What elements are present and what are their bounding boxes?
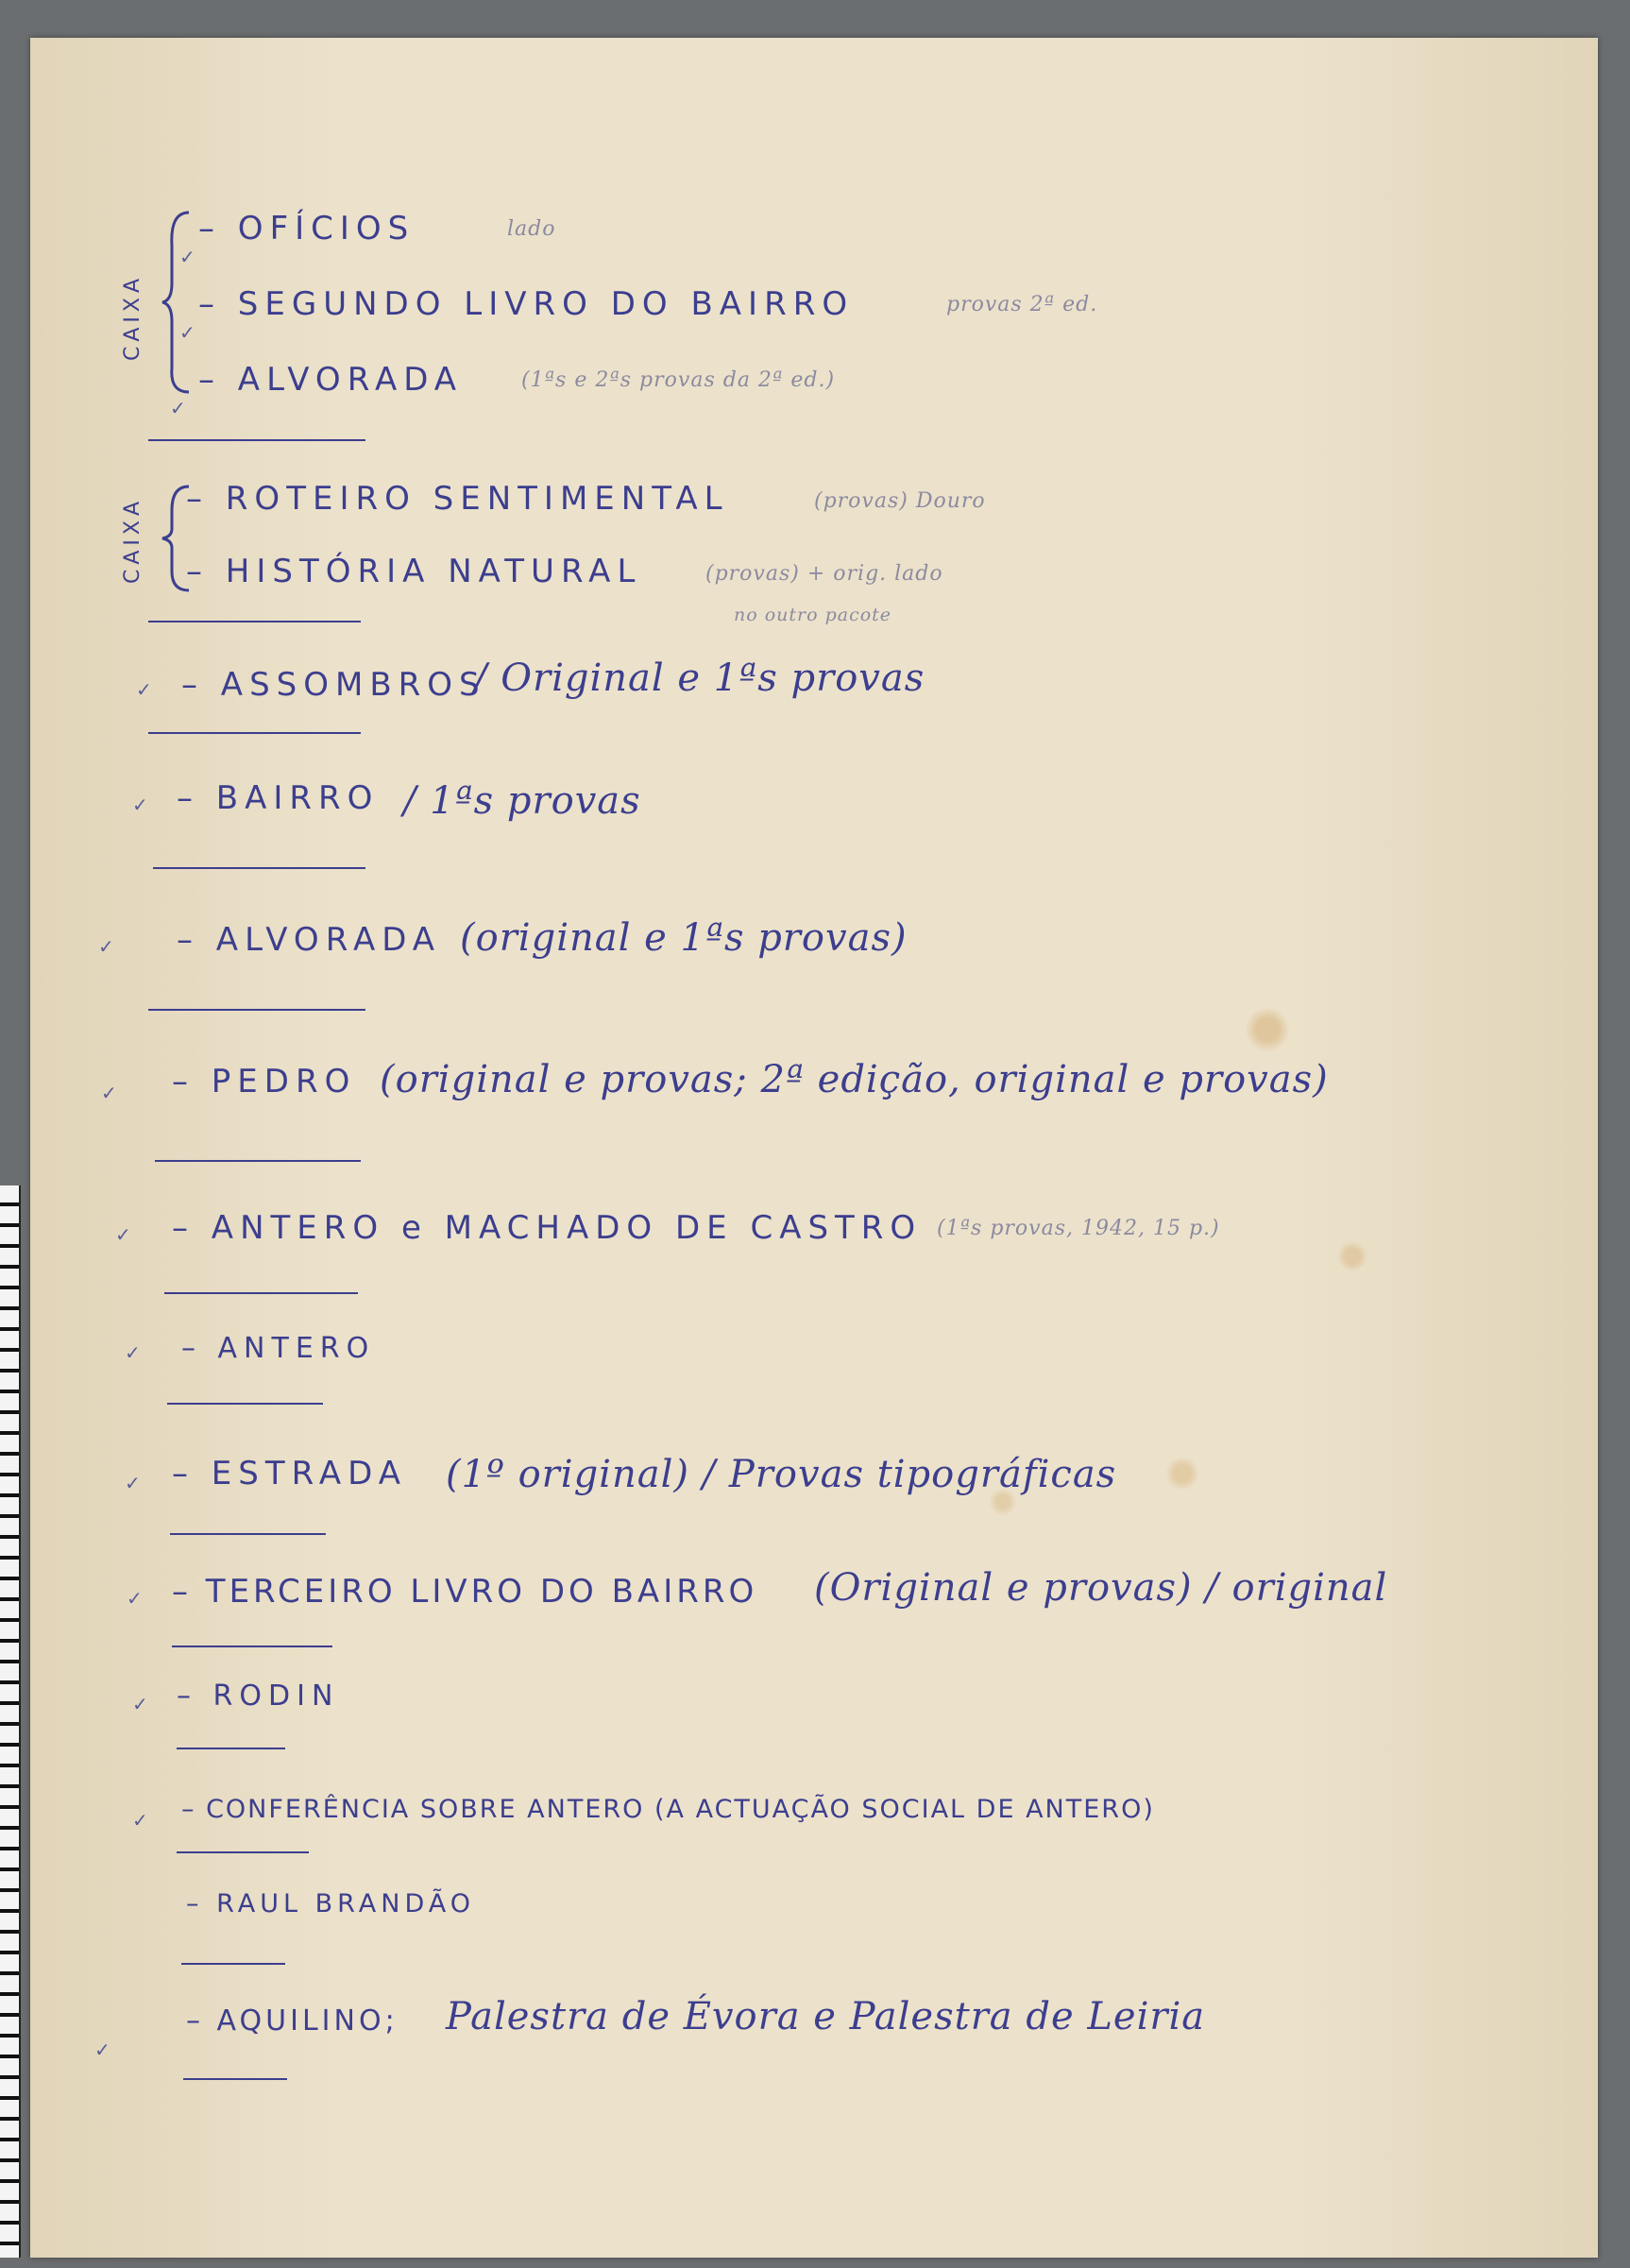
brace-1 — [161, 208, 198, 397]
entry-alvorada-detail: (original e 1ªs provas) — [460, 916, 908, 960]
scale-ruler — [0, 1185, 21, 2258]
entry-antero-machado-title: – ANTERO e MACHADO DE CASTRO — [172, 1209, 923, 1247]
check-mark-icon: ✓ — [94, 2038, 110, 2061]
note-roteiro: (provas) Douro — [814, 489, 986, 513]
check-mark-icon: ✓ — [179, 246, 195, 268]
separator-rule — [148, 439, 365, 441]
note-historia-natural: (provas) + orig. lado — [705, 562, 943, 586]
check-mark-icon: ✓ — [98, 935, 114, 958]
separator-rule — [170, 1533, 326, 1535]
entry-aquilino-title: – AQUILINO; — [186, 2004, 399, 2038]
note-oficios: lado — [507, 217, 556, 241]
check-mark-icon: ✓ — [132, 1809, 148, 1832]
note-alvorada-1: (1ªs e 2ªs provas da 2ª ed.) — [521, 368, 836, 392]
separator-rule — [177, 1851, 309, 1853]
box-label-1: CAIXA — [121, 273, 144, 361]
check-mark-icon: ✓ — [115, 1223, 131, 1246]
entry-assombros-title: – ASSOMBROS — [181, 666, 486, 704]
check-mark-icon: ✓ — [101, 1082, 117, 1104]
check-mark-icon: ✓ — [170, 397, 186, 419]
note-outro-pacote: no outro pacote — [734, 605, 892, 625]
entry-antero-title: – ANTERO — [181, 1332, 376, 1365]
item-alvorada-1: – ALVORADA — [198, 361, 464, 399]
check-mark-icon: ✓ — [127, 1587, 143, 1610]
item-oficios: – OFÍCIOS — [198, 210, 416, 247]
entry-antero-machado-note: (1ªs provas, 1942, 15 p.) — [937, 1217, 1220, 1240]
separator-rule — [148, 1009, 365, 1011]
manuscript-sheet — [30, 38, 1598, 2258]
entry-terceiro-detail: (Original e provas) / original — [814, 1566, 1388, 1610]
separator-rule — [177, 1748, 285, 1749]
separator-rule — [148, 732, 361, 734]
separator-rule — [148, 621, 361, 622]
separator-rule — [153, 867, 365, 869]
entry-alvorada-title: – ALVORADA — [177, 921, 442, 959]
entry-bairro-title: – BAIRRO — [177, 779, 380, 817]
check-mark-icon: ✓ — [125, 1341, 141, 1364]
separator-rule — [164, 1292, 358, 1294]
entry-raul-brandao-title: – RAUL BRANDÃO — [186, 1889, 476, 1918]
check-mark-icon: ✓ — [125, 1472, 141, 1494]
separator-rule — [167, 1403, 323, 1405]
note-segundo-livro: provas 2ª ed. — [946, 293, 1098, 316]
check-mark-icon: ✓ — [179, 321, 195, 344]
item-segundo-livro: – SEGUNDO LIVRO DO BAIRRO — [198, 285, 855, 323]
entry-estrada-title: – ESTRADA — [172, 1455, 407, 1492]
entry-aquilino-detail: Palestra de Évora e Palestra de Leiria — [446, 1995, 1206, 2038]
item-historia-natural: – HISTÓRIA NATURAL — [186, 553, 642, 590]
separator-rule — [172, 1646, 332, 1647]
entry-estrada-detail: (1º original) / Provas tipográficas — [446, 1453, 1117, 1496]
entry-rodin-title: – RODIN — [177, 1680, 340, 1713]
box-label-2: CAIXA — [121, 496, 144, 584]
check-mark-icon: ✓ — [132, 1693, 148, 1715]
separator-rule — [155, 1160, 361, 1162]
entry-terceiro-title: – TERCEIRO LIVRO DO BAIRRO — [172, 1573, 758, 1611]
check-mark-icon: ✓ — [136, 678, 152, 701]
entry-assombros-detail: / Original e 1ªs provas — [474, 657, 925, 700]
item-roteiro: – ROTEIRO SENTIMENTAL — [186, 480, 729, 518]
check-mark-icon: ✓ — [132, 793, 148, 816]
entry-bairro-detail: / 1ªs provas — [403, 779, 641, 823]
entry-pedro-detail: (original e provas; 2ª edição, original e provas) — [380, 1058, 1329, 1101]
entry-conferencia-title: – CONFERÊNCIA SOBRE ANTERO (A ACTUAÇÃO SOCIAL DE ANTERO) — [181, 1795, 1155, 1824]
separator-rule — [183, 2078, 287, 2080]
separator-rule — [181, 1963, 285, 1965]
entry-pedro-title: – PEDRO — [172, 1063, 357, 1100]
